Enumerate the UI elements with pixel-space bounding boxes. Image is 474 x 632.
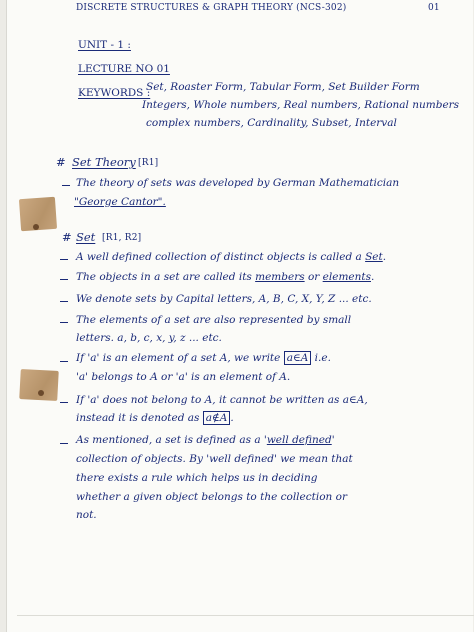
- bullet-3: We denote sets by Capital letters, A, B, C, X, Y, Z ... etc.: [76, 293, 372, 305]
- bullet-5-line-1: [76, 353, 331, 364]
- bullet-dash: [60, 361, 68, 362]
- bullet-dash: [60, 322, 68, 323]
- bullet-dash: [60, 402, 68, 403]
- bullet-2-text: The objects in a set are called its: [76, 271, 256, 283]
- bullet-2-mid: or: [304, 271, 323, 283]
- set-theory-ref: [R1]: [138, 158, 159, 168]
- punch-hole-bottom: [38, 390, 44, 396]
- bullet-7-line-2: collection of objects. By 'well defined' we mean that: [76, 453, 353, 465]
- bullet-7-end: ': [331, 434, 335, 446]
- page-number: 01: [428, 3, 440, 13]
- keywords-line-2: Integers, Whole numbers, Real numbers, Rational numbers: [142, 99, 460, 111]
- set-theory-heading: Set Theory: [72, 155, 136, 169]
- bullet-dash: [60, 443, 68, 444]
- bullet-dash: [60, 279, 68, 280]
- bullet-1-key: Set: [365, 251, 383, 263]
- bullet-7-line-1: [76, 435, 335, 446]
- bullet-1: [76, 252, 386, 263]
- bullet-dash: [62, 185, 70, 186]
- bullet-dash: [60, 301, 68, 302]
- set-theory-line-1: The theory of sets was developed by German Mathematician: [76, 177, 400, 189]
- bullet-7-text: As mentioned, a set is defined as a ': [76, 434, 267, 446]
- bullet-6-text: instead it is denoted as: [76, 412, 203, 424]
- hash-mark: #: [62, 230, 72, 244]
- keywords-label: KEYWORDS :: [78, 87, 151, 99]
- bullet-1-text: A well defined collection of distinct objects is called a: [76, 251, 366, 263]
- bullet-2-key-members: members: [255, 271, 305, 283]
- bullet-dash: [60, 259, 68, 260]
- bullet-4-line-2: letters. a, b, c, x, y, z ... etc.: [76, 332, 222, 344]
- set-ref: [R1, R2]: [102, 233, 142, 243]
- bullet-5-text: If 'a' is an element of a set A, we write: [76, 352, 284, 364]
- bullet-1-end: .: [382, 251, 387, 263]
- notation-element-of: a∈A: [284, 351, 312, 365]
- keywords-line-3: complex numbers, Cardinality, Subset, Interval: [146, 117, 397, 129]
- punch-hole-top: [33, 224, 39, 230]
- bullet-7-key: well defined: [266, 434, 332, 446]
- bullet-6-end: .: [230, 412, 234, 424]
- set-heading: Set: [76, 230, 96, 244]
- notation-not-element-of: a∉A: [203, 411, 231, 425]
- lecture-heading: LECTURE NO 01: [78, 63, 170, 75]
- bullet-7-line-5: not.: [76, 509, 97, 521]
- tape-strip-bottom: [19, 369, 59, 401]
- page-header-title: DISCRETE STRUCTURES & GRAPH THEORY (NCS-302): [76, 3, 347, 13]
- hash-mark: #: [56, 155, 66, 169]
- bullet-2-key-elements: elements: [322, 271, 371, 283]
- bullet-2-end: .: [370, 271, 375, 283]
- bullet-2: [76, 272, 374, 283]
- bullet-5-line-2: 'a' belongs to A or 'a' is an element of A.: [76, 371, 291, 383]
- bullet-7-line-3: there exists a rule which helps us in deciding: [76, 472, 318, 484]
- set-theory-line-2: "George Cantor".: [74, 196, 166, 208]
- unit-heading: UNIT - 1 :: [78, 39, 131, 51]
- bullet-6-line-1: If 'a' does not belong to A, it cannot be written as a∈A,: [76, 394, 368, 406]
- bullet-5-ie: i.e.: [311, 352, 331, 364]
- keywords-line-1: Set, Roaster Form, Tabular Form, Set Builder Form: [146, 81, 420, 93]
- bullet-6-line-2: [76, 413, 234, 424]
- bullet-7-line-4: whether a given object belongs to the collection or: [76, 491, 347, 503]
- bullet-4-line-1: The elements of a set are also represented by small: [76, 314, 352, 326]
